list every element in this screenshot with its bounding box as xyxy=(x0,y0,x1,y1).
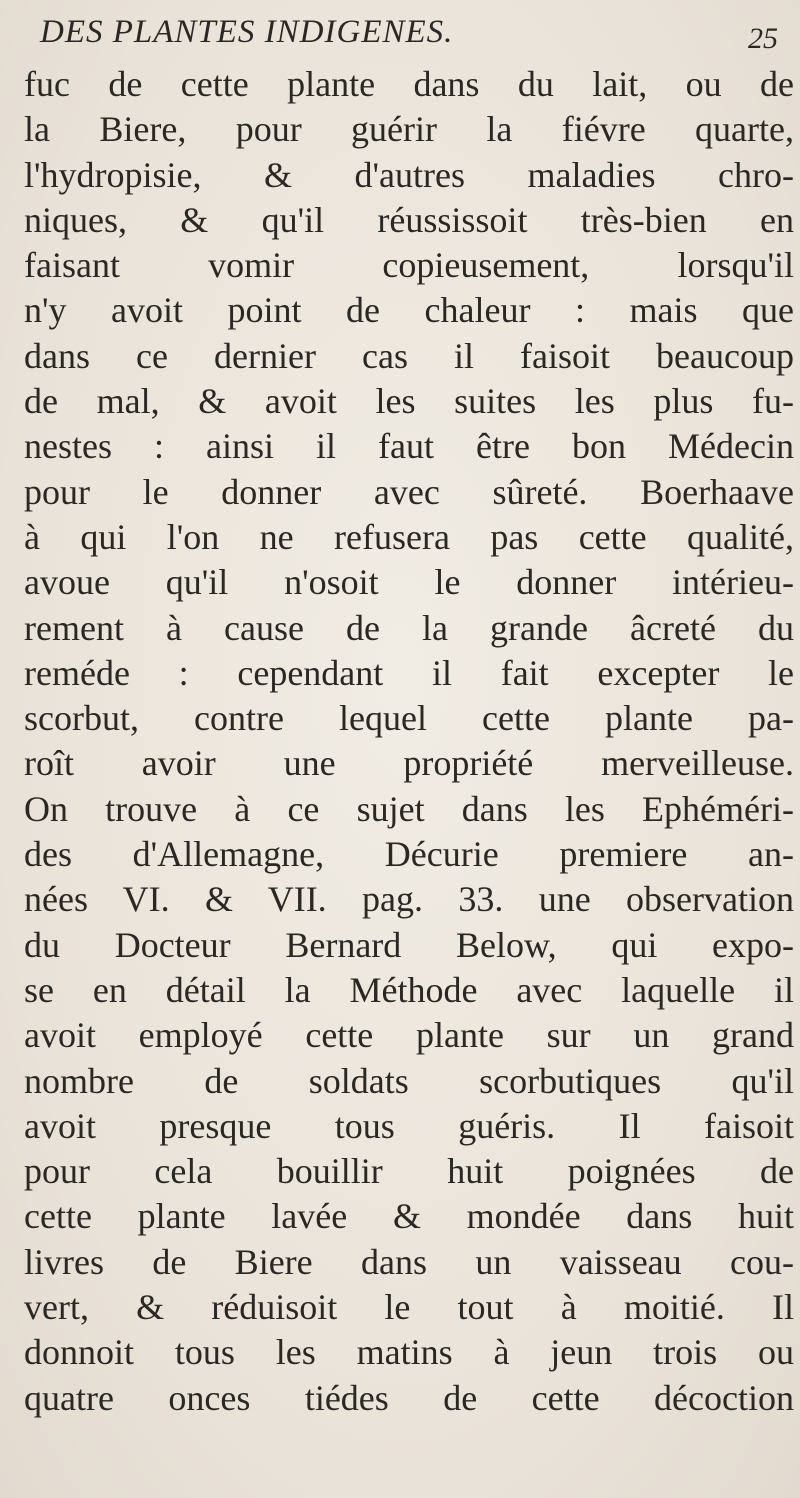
text-line: nombre de soldats scorbutiques qu'il xyxy=(24,1060,794,1101)
text-line: de mal, & avoit les suites les plus fu- xyxy=(24,381,794,422)
text-line: l'hydropisie, & d'autres maladies chro- xyxy=(24,154,794,195)
text-line: des d'Allemagne, Décurie premiere an- xyxy=(24,834,794,875)
text-line: se en détail la Méthode avec laquelle il xyxy=(24,969,794,1010)
text-line: faisant vomir copieusement, lorsqu'il xyxy=(24,245,794,286)
text-line: niques, & qu'il réussissoit très-bien en xyxy=(24,199,794,240)
text-line: dans ce dernier cas il faisoit beaucoup xyxy=(24,335,794,376)
text-line: rement à cause de la grande âcreté du xyxy=(24,607,794,648)
body-text xyxy=(24,62,794,1421)
text-line: n'y avoit point de chaleur : mais que xyxy=(24,290,794,331)
text-line: à qui l'on ne refusera pas cette qualité, xyxy=(24,516,794,557)
text-line: nées VI. & VII. pag. 33. une observation xyxy=(24,879,794,920)
text-line: avoue qu'il n'osoit le donner intérieu- xyxy=(24,562,794,603)
text-line: vert, & réduisoit le tout à moitié. Il xyxy=(24,1287,794,1328)
text-line: donnoit tous les matins à jeun trois ou xyxy=(24,1332,794,1373)
text-line: pour cela bouillir huit poignées de xyxy=(24,1151,794,1192)
text-line: On trouve à ce sujet dans les Ephéméri- xyxy=(24,788,794,829)
text-line: reméde : cependant il fait excepter le xyxy=(24,652,794,693)
text-line: livres de Biere dans un vaisseau cou- xyxy=(24,1241,794,1282)
text-line: pour le donner avec sûreté. Boerhaave xyxy=(24,471,794,512)
text-line: roît avoir une propriété merveilleuse. xyxy=(24,743,794,784)
text-line: cette plante lavée & mondée dans huit xyxy=(24,1196,794,1237)
running-head: DES PLANTES INDIGENES. xyxy=(40,14,454,50)
text-line: scorbut, contre lequel cette plante pa- xyxy=(24,698,794,739)
text-line: avoit presque tous guéris. Il faisoit xyxy=(24,1105,794,1146)
text-line: avoit employé cette plante sur un grand xyxy=(24,1015,794,1056)
text-line: quatre onces tiédes de cette décoction xyxy=(24,1377,794,1418)
page-header xyxy=(18,8,782,60)
text-line: nestes : ainsi il faut être bon Médecin xyxy=(24,426,794,467)
text-line: fuc de cette plante dans du lait, ou de xyxy=(24,64,794,104)
text-line: la Biere, pour guérir la fiévre quarte, xyxy=(24,109,794,150)
page-number: 25 xyxy=(748,22,778,55)
text-line: du Docteur Bernard Below, qui expo- xyxy=(24,924,794,965)
